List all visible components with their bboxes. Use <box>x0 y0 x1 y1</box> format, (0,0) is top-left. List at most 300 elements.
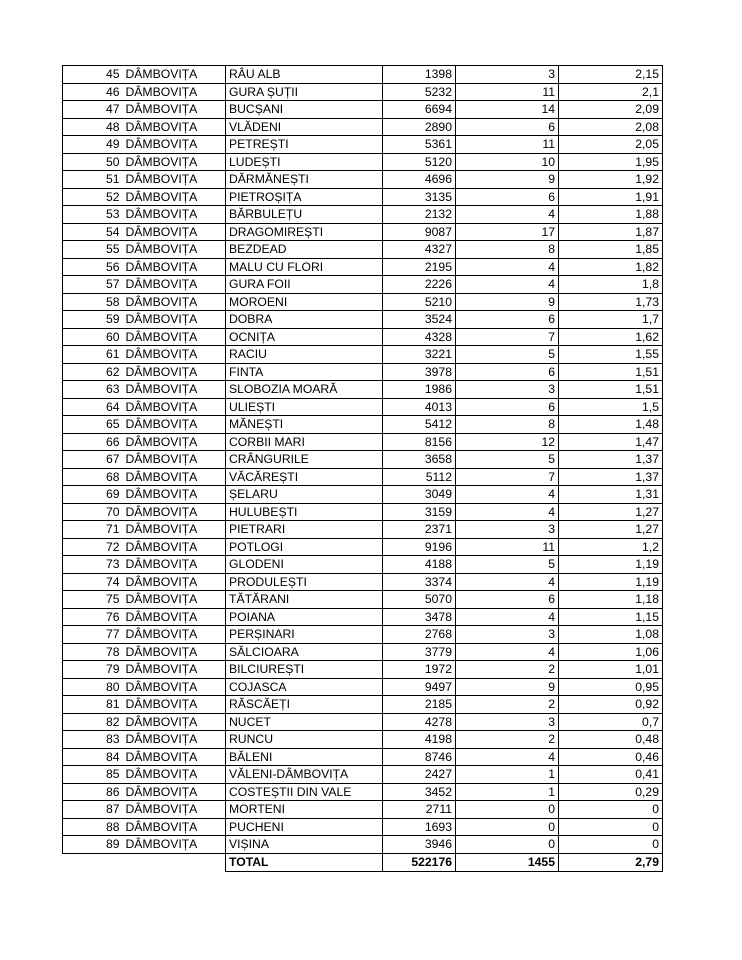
rate-cell: 2,15 <box>559 66 663 84</box>
cases-cell: 4 <box>456 276 559 294</box>
locality-cell: RÂU ALB <box>226 66 383 84</box>
row-number: 79 <box>63 661 123 679</box>
locality-cell: CRÂNGURILE <box>226 451 383 469</box>
rate-cell: 0,7 <box>559 713 663 731</box>
table-row <box>63 188 663 206</box>
table-row <box>63 486 663 504</box>
row-number: 70 <box>63 503 123 521</box>
rate-cell: 1,51 <box>559 363 663 381</box>
locality-cell: PETREȘTI <box>226 136 383 154</box>
table-row <box>63 608 663 626</box>
population-cell: 2371 <box>383 521 456 539</box>
cases-cell: 3 <box>456 521 559 539</box>
county-cell: DÂMBOVIȚA <box>123 783 226 801</box>
county-cell: DÂMBOVIȚA <box>123 223 226 241</box>
table-row <box>63 83 663 101</box>
table-row <box>63 136 663 154</box>
locality-cell: DĂRMĂNEȘTI <box>226 171 383 189</box>
locality-cell: MĂNEȘTI <box>226 416 383 434</box>
row-number: 50 <box>63 153 123 171</box>
cases-cell: 0 <box>456 818 559 836</box>
table-row <box>63 503 663 521</box>
total-cases: 1455 <box>456 853 559 871</box>
locality-cell: SĂLCIOARA <box>226 643 383 661</box>
cases-cell: 4 <box>456 643 559 661</box>
row-number: 52 <box>63 188 123 206</box>
locality-cell: ȘELARU <box>226 486 383 504</box>
cases-cell: 11 <box>456 83 559 101</box>
rate-cell: 1,87 <box>559 223 663 241</box>
row-number: 63 <box>63 381 123 399</box>
county-cell: DÂMBOVIȚA <box>123 136 226 154</box>
cases-cell: 0 <box>456 801 559 819</box>
total-row <box>63 853 663 871</box>
locality-cell: DRAGOMIREȘTI <box>226 223 383 241</box>
row-number: 73 <box>63 556 123 574</box>
county-cell: DÂMBOVIȚA <box>123 696 226 714</box>
row-number: 80 <box>63 678 123 696</box>
row-number: 86 <box>63 783 123 801</box>
cases-cell: 2 <box>456 661 559 679</box>
county-cell: DÂMBOVIȚA <box>123 311 226 329</box>
population-cell: 2132 <box>383 206 456 224</box>
rate-cell: 0 <box>559 818 663 836</box>
cases-cell: 11 <box>456 136 559 154</box>
population-cell: 3478 <box>383 608 456 626</box>
locality-cell: CORBII MARI <box>226 433 383 451</box>
table-row <box>63 118 663 136</box>
row-number: 69 <box>63 486 123 504</box>
county-cell: DÂMBOVIȚA <box>123 83 226 101</box>
table-row <box>63 258 663 276</box>
county-cell: DÂMBOVIȚA <box>123 836 226 854</box>
rate-cell: 1,8 <box>559 276 663 294</box>
rate-cell: 1,5 <box>559 398 663 416</box>
county-cell: DÂMBOVIȚA <box>123 608 226 626</box>
table-row <box>63 381 663 399</box>
cases-cell: 2 <box>456 731 559 749</box>
rate-cell: 1,92 <box>559 171 663 189</box>
locality-cell: BEZDEAD <box>226 241 383 259</box>
row-number: 72 <box>63 538 123 556</box>
cases-cell: 9 <box>456 678 559 696</box>
total-blank-cell <box>63 853 226 871</box>
locality-cell: PIETROȘIȚA <box>226 188 383 206</box>
population-cell: 1398 <box>383 66 456 84</box>
county-cell: DÂMBOVIȚA <box>123 206 226 224</box>
row-number: 58 <box>63 293 123 311</box>
cases-cell: 4 <box>456 573 559 591</box>
county-cell: DÂMBOVIȚA <box>123 241 226 259</box>
county-cell: DÂMBOVIȚA <box>123 678 226 696</box>
row-number: 77 <box>63 626 123 644</box>
table-row <box>63 398 663 416</box>
locality-cell: MALU CU FLORI <box>226 258 383 276</box>
cases-cell: 9 <box>456 293 559 311</box>
table-row <box>63 363 663 381</box>
table-row <box>63 153 663 171</box>
table-body <box>63 66 663 854</box>
row-number: 88 <box>63 818 123 836</box>
rate-cell: 1,19 <box>559 556 663 574</box>
row-number: 74 <box>63 573 123 591</box>
rate-cell: 0,92 <box>559 696 663 714</box>
cases-cell: 1 <box>456 766 559 784</box>
cases-cell: 14 <box>456 101 559 119</box>
county-cell: DÂMBOVIȚA <box>123 171 226 189</box>
county-cell: DÂMBOVIȚA <box>123 486 226 504</box>
cases-cell: 6 <box>456 363 559 381</box>
population-cell: 8746 <box>383 748 456 766</box>
population-cell: 2185 <box>383 696 456 714</box>
locality-cell: PRODULEȘTI <box>226 573 383 591</box>
locality-cell: VLĂDENI <box>226 118 383 136</box>
locality-cell: RĂSCĂEȚI <box>226 696 383 714</box>
table-row <box>63 626 663 644</box>
rate-cell: 2,08 <box>559 118 663 136</box>
locality-cell: BĂRBULEȚU <box>226 206 383 224</box>
table-row <box>63 346 663 364</box>
table-row <box>63 836 663 854</box>
cases-cell: 11 <box>456 538 559 556</box>
table-row <box>63 66 663 84</box>
county-cell: DÂMBOVIȚA <box>123 118 226 136</box>
rate-cell: 1,95 <box>559 153 663 171</box>
cases-cell: 1 <box>456 783 559 801</box>
table-row <box>63 731 663 749</box>
cases-cell: 3 <box>456 626 559 644</box>
row-number: 67 <box>63 451 123 469</box>
cases-cell: 5 <box>456 451 559 469</box>
rate-cell: 1,88 <box>559 206 663 224</box>
population-cell: 2890 <box>383 118 456 136</box>
row-number: 62 <box>63 363 123 381</box>
locality-cell: RACIU <box>226 346 383 364</box>
row-number: 56 <box>63 258 123 276</box>
population-cell: 3221 <box>383 346 456 364</box>
cases-cell: 5 <box>456 556 559 574</box>
county-cell: DÂMBOVIȚA <box>123 398 226 416</box>
population-cell: 3452 <box>383 783 456 801</box>
locality-cell: ULIEȘTI <box>226 398 383 416</box>
population-cell: 6694 <box>383 101 456 119</box>
population-cell: 3779 <box>383 643 456 661</box>
county-cell: DÂMBOVIȚA <box>123 328 226 346</box>
table-row <box>63 661 663 679</box>
table-row <box>63 468 663 486</box>
row-number: 53 <box>63 206 123 224</box>
table-row <box>63 801 663 819</box>
population-cell: 4013 <box>383 398 456 416</box>
rate-cell: 0,41 <box>559 766 663 784</box>
cases-cell: 7 <box>456 468 559 486</box>
population-cell: 9497 <box>383 678 456 696</box>
cases-cell: 4 <box>456 503 559 521</box>
cases-cell: 12 <box>456 433 559 451</box>
rate-cell: 1,19 <box>559 573 663 591</box>
locality-cell: POIANA <box>226 608 383 626</box>
locality-cell: BUCȘANI <box>226 101 383 119</box>
rate-cell: 0 <box>559 801 663 819</box>
locality-cell: LUDEȘTI <box>226 153 383 171</box>
cases-cell: 6 <box>456 118 559 136</box>
rate-cell: 1,27 <box>559 521 663 539</box>
rate-cell: 0,95 <box>559 678 663 696</box>
population-cell: 2195 <box>383 258 456 276</box>
population-cell: 4278 <box>383 713 456 731</box>
population-cell: 4198 <box>383 731 456 749</box>
county-cell: DÂMBOVIȚA <box>123 101 226 119</box>
table-row <box>63 223 663 241</box>
rate-cell: 1,62 <box>559 328 663 346</box>
locality-cell: GLODENI <box>226 556 383 574</box>
locality-cell: VIȘINA <box>226 836 383 854</box>
cases-cell: 3 <box>456 66 559 84</box>
rate-cell: 1,27 <box>559 503 663 521</box>
cases-cell: 4 <box>456 486 559 504</box>
county-cell: DÂMBOVIȚA <box>123 293 226 311</box>
table-row <box>63 416 663 434</box>
locality-cell: FINTA <box>226 363 383 381</box>
population-cell: 9087 <box>383 223 456 241</box>
table-row <box>63 818 663 836</box>
table-row <box>63 433 663 451</box>
county-cell: DÂMBOVIȚA <box>123 731 226 749</box>
row-number: 51 <box>63 171 123 189</box>
population-cell: 5112 <box>383 468 456 486</box>
cases-cell: 2 <box>456 696 559 714</box>
population-cell: 2427 <box>383 766 456 784</box>
rate-cell: 1,08 <box>559 626 663 644</box>
rate-cell: 1,15 <box>559 608 663 626</box>
rate-cell: 1,37 <box>559 468 663 486</box>
population-cell: 4188 <box>383 556 456 574</box>
row-number: 89 <box>63 836 123 854</box>
locality-cell: GURA FOII <box>226 276 383 294</box>
table-row <box>63 206 663 224</box>
cases-cell: 5 <box>456 346 559 364</box>
locality-cell: SLOBOZIA MOARĂ <box>226 381 383 399</box>
population-cell: 3159 <box>383 503 456 521</box>
cases-cell: 4 <box>456 206 559 224</box>
population-cell: 5210 <box>383 293 456 311</box>
locality-cell: PIETRARI <box>226 521 383 539</box>
rate-cell: 1,47 <box>559 433 663 451</box>
population-cell: 3946 <box>383 836 456 854</box>
population-cell: 8156 <box>383 433 456 451</box>
rate-cell: 1,48 <box>559 416 663 434</box>
cases-cell: 4 <box>456 748 559 766</box>
population-cell: 2768 <box>383 626 456 644</box>
population-cell: 9196 <box>383 538 456 556</box>
locality-cell: BĂLENI <box>226 748 383 766</box>
rate-cell: 1,18 <box>559 591 663 609</box>
locality-cell: TĂTĂRANI <box>226 591 383 609</box>
population-cell: 4327 <box>383 241 456 259</box>
county-cell: DÂMBOVIȚA <box>123 258 226 276</box>
rate-cell: 0,46 <box>559 748 663 766</box>
row-number: 59 <box>63 311 123 329</box>
county-cell: DÂMBOVIȚA <box>123 66 226 84</box>
county-cell: DÂMBOVIȚA <box>123 346 226 364</box>
table-row <box>63 556 663 574</box>
population-cell: 5412 <box>383 416 456 434</box>
locality-cell: MORTENI <box>226 801 383 819</box>
rate-cell: 1,01 <box>559 661 663 679</box>
population-cell: 3524 <box>383 311 456 329</box>
population-cell: 1986 <box>383 381 456 399</box>
county-cell: DÂMBOVIȚA <box>123 433 226 451</box>
locality-cell: VĂCĂREȘTI <box>226 468 383 486</box>
population-cell: 5120 <box>383 153 456 171</box>
locality-cell: PERȘINARI <box>226 626 383 644</box>
population-cell: 3135 <box>383 188 456 206</box>
row-number: 76 <box>63 608 123 626</box>
rate-cell: 1,37 <box>559 451 663 469</box>
table-row <box>63 713 663 731</box>
population-cell: 1693 <box>383 818 456 836</box>
county-cell: DÂMBOVIȚA <box>123 766 226 784</box>
population-cell: 4696 <box>383 171 456 189</box>
row-number: 49 <box>63 136 123 154</box>
row-number: 81 <box>63 696 123 714</box>
county-cell: DÂMBOVIȚA <box>123 363 226 381</box>
rate-cell: 0,29 <box>559 783 663 801</box>
rate-cell: 1,31 <box>559 486 663 504</box>
rate-cell: 1,73 <box>559 293 663 311</box>
locality-cell: POTLOGI <box>226 538 383 556</box>
cases-cell: 0 <box>456 836 559 854</box>
table-row <box>63 696 663 714</box>
locality-cell: PUCHENI <box>226 818 383 836</box>
table-row <box>63 328 663 346</box>
table-row <box>63 521 663 539</box>
cases-cell: 17 <box>456 223 559 241</box>
cases-cell: 8 <box>456 241 559 259</box>
locality-cell: DOBRA <box>226 311 383 329</box>
row-number: 60 <box>63 328 123 346</box>
total-population: 522176 <box>383 853 456 871</box>
rate-cell: 2,09 <box>559 101 663 119</box>
row-number: 46 <box>63 83 123 101</box>
row-number: 65 <box>63 416 123 434</box>
cases-cell: 9 <box>456 171 559 189</box>
county-cell: DÂMBOVIȚA <box>123 153 226 171</box>
county-cell: DÂMBOVIȚA <box>123 416 226 434</box>
row-number: 66 <box>63 433 123 451</box>
county-cell: DÂMBOVIȚA <box>123 188 226 206</box>
cases-cell: 3 <box>456 713 559 731</box>
locality-cell: OCNIȚA <box>226 328 383 346</box>
cases-cell: 6 <box>456 398 559 416</box>
county-cell: DÂMBOVIȚA <box>123 503 226 521</box>
table-row <box>63 573 663 591</box>
county-cell: DÂMBOVIȚA <box>123 276 226 294</box>
row-number: 55 <box>63 241 123 259</box>
county-cell: DÂMBOVIȚA <box>123 538 226 556</box>
locality-cell: MOROENI <box>226 293 383 311</box>
locality-cell: HULUBEȘTI <box>226 503 383 521</box>
population-cell: 1972 <box>383 661 456 679</box>
row-number: 87 <box>63 801 123 819</box>
population-cell: 3374 <box>383 573 456 591</box>
population-cell: 4328 <box>383 328 456 346</box>
row-number: 48 <box>63 118 123 136</box>
county-cell: DÂMBOVIȚA <box>123 661 226 679</box>
cases-cell: 8 <box>456 416 559 434</box>
county-cell: DÂMBOVIȚA <box>123 748 226 766</box>
county-cell: DÂMBOVIȚA <box>123 818 226 836</box>
row-number: 45 <box>63 66 123 84</box>
row-number: 54 <box>63 223 123 241</box>
population-cell: 5361 <box>383 136 456 154</box>
locality-cell: NUCET <box>226 713 383 731</box>
population-cell: 3978 <box>383 363 456 381</box>
row-number: 78 <box>63 643 123 661</box>
cases-cell: 10 <box>456 153 559 171</box>
row-number: 47 <box>63 101 123 119</box>
county-cell: DÂMBOVIȚA <box>123 381 226 399</box>
county-cell: DÂMBOVIȚA <box>123 451 226 469</box>
row-number: 71 <box>63 521 123 539</box>
incidence-table <box>62 65 663 872</box>
locality-cell: GURA ȘUȚII <box>226 83 383 101</box>
cases-cell: 6 <box>456 188 559 206</box>
population-cell: 3658 <box>383 451 456 469</box>
row-number: 82 <box>63 713 123 731</box>
county-cell: DÂMBOVIȚA <box>123 468 226 486</box>
total-label: TOTAL <box>226 853 383 871</box>
row-number: 75 <box>63 591 123 609</box>
table-row <box>63 451 663 469</box>
total-rate: 2,79 <box>559 853 663 871</box>
rate-cell: 1,06 <box>559 643 663 661</box>
row-number: 84 <box>63 748 123 766</box>
cases-cell: 7 <box>456 328 559 346</box>
county-cell: DÂMBOVIȚA <box>123 626 226 644</box>
rate-cell: 1,51 <box>559 381 663 399</box>
rate-cell: 2,1 <box>559 83 663 101</box>
county-cell: DÂMBOVIȚA <box>123 801 226 819</box>
locality-cell: COSTEȘTII DIN VALE <box>226 783 383 801</box>
row-number: 64 <box>63 398 123 416</box>
table-row <box>63 293 663 311</box>
row-number: 68 <box>63 468 123 486</box>
county-cell: DÂMBOVIȚA <box>123 591 226 609</box>
rate-cell: 1,91 <box>559 188 663 206</box>
table-row <box>63 678 663 696</box>
table-row <box>63 101 663 119</box>
locality-cell: BILCIUREȘTI <box>226 661 383 679</box>
county-cell: DÂMBOVIȚA <box>123 556 226 574</box>
row-number: 85 <box>63 766 123 784</box>
table-row <box>63 538 663 556</box>
cases-cell: 6 <box>456 311 559 329</box>
locality-cell: COJASCA <box>226 678 383 696</box>
cases-cell: 6 <box>456 591 559 609</box>
cases-cell: 4 <box>456 608 559 626</box>
rate-cell: 1,55 <box>559 346 663 364</box>
rate-cell: 0,48 <box>559 731 663 749</box>
cases-cell: 3 <box>456 381 559 399</box>
table-row <box>63 783 663 801</box>
population-cell: 5232 <box>383 83 456 101</box>
table-row <box>63 311 663 329</box>
cases-cell: 4 <box>456 258 559 276</box>
population-cell: 3049 <box>383 486 456 504</box>
row-number: 83 <box>63 731 123 749</box>
table-row <box>63 748 663 766</box>
